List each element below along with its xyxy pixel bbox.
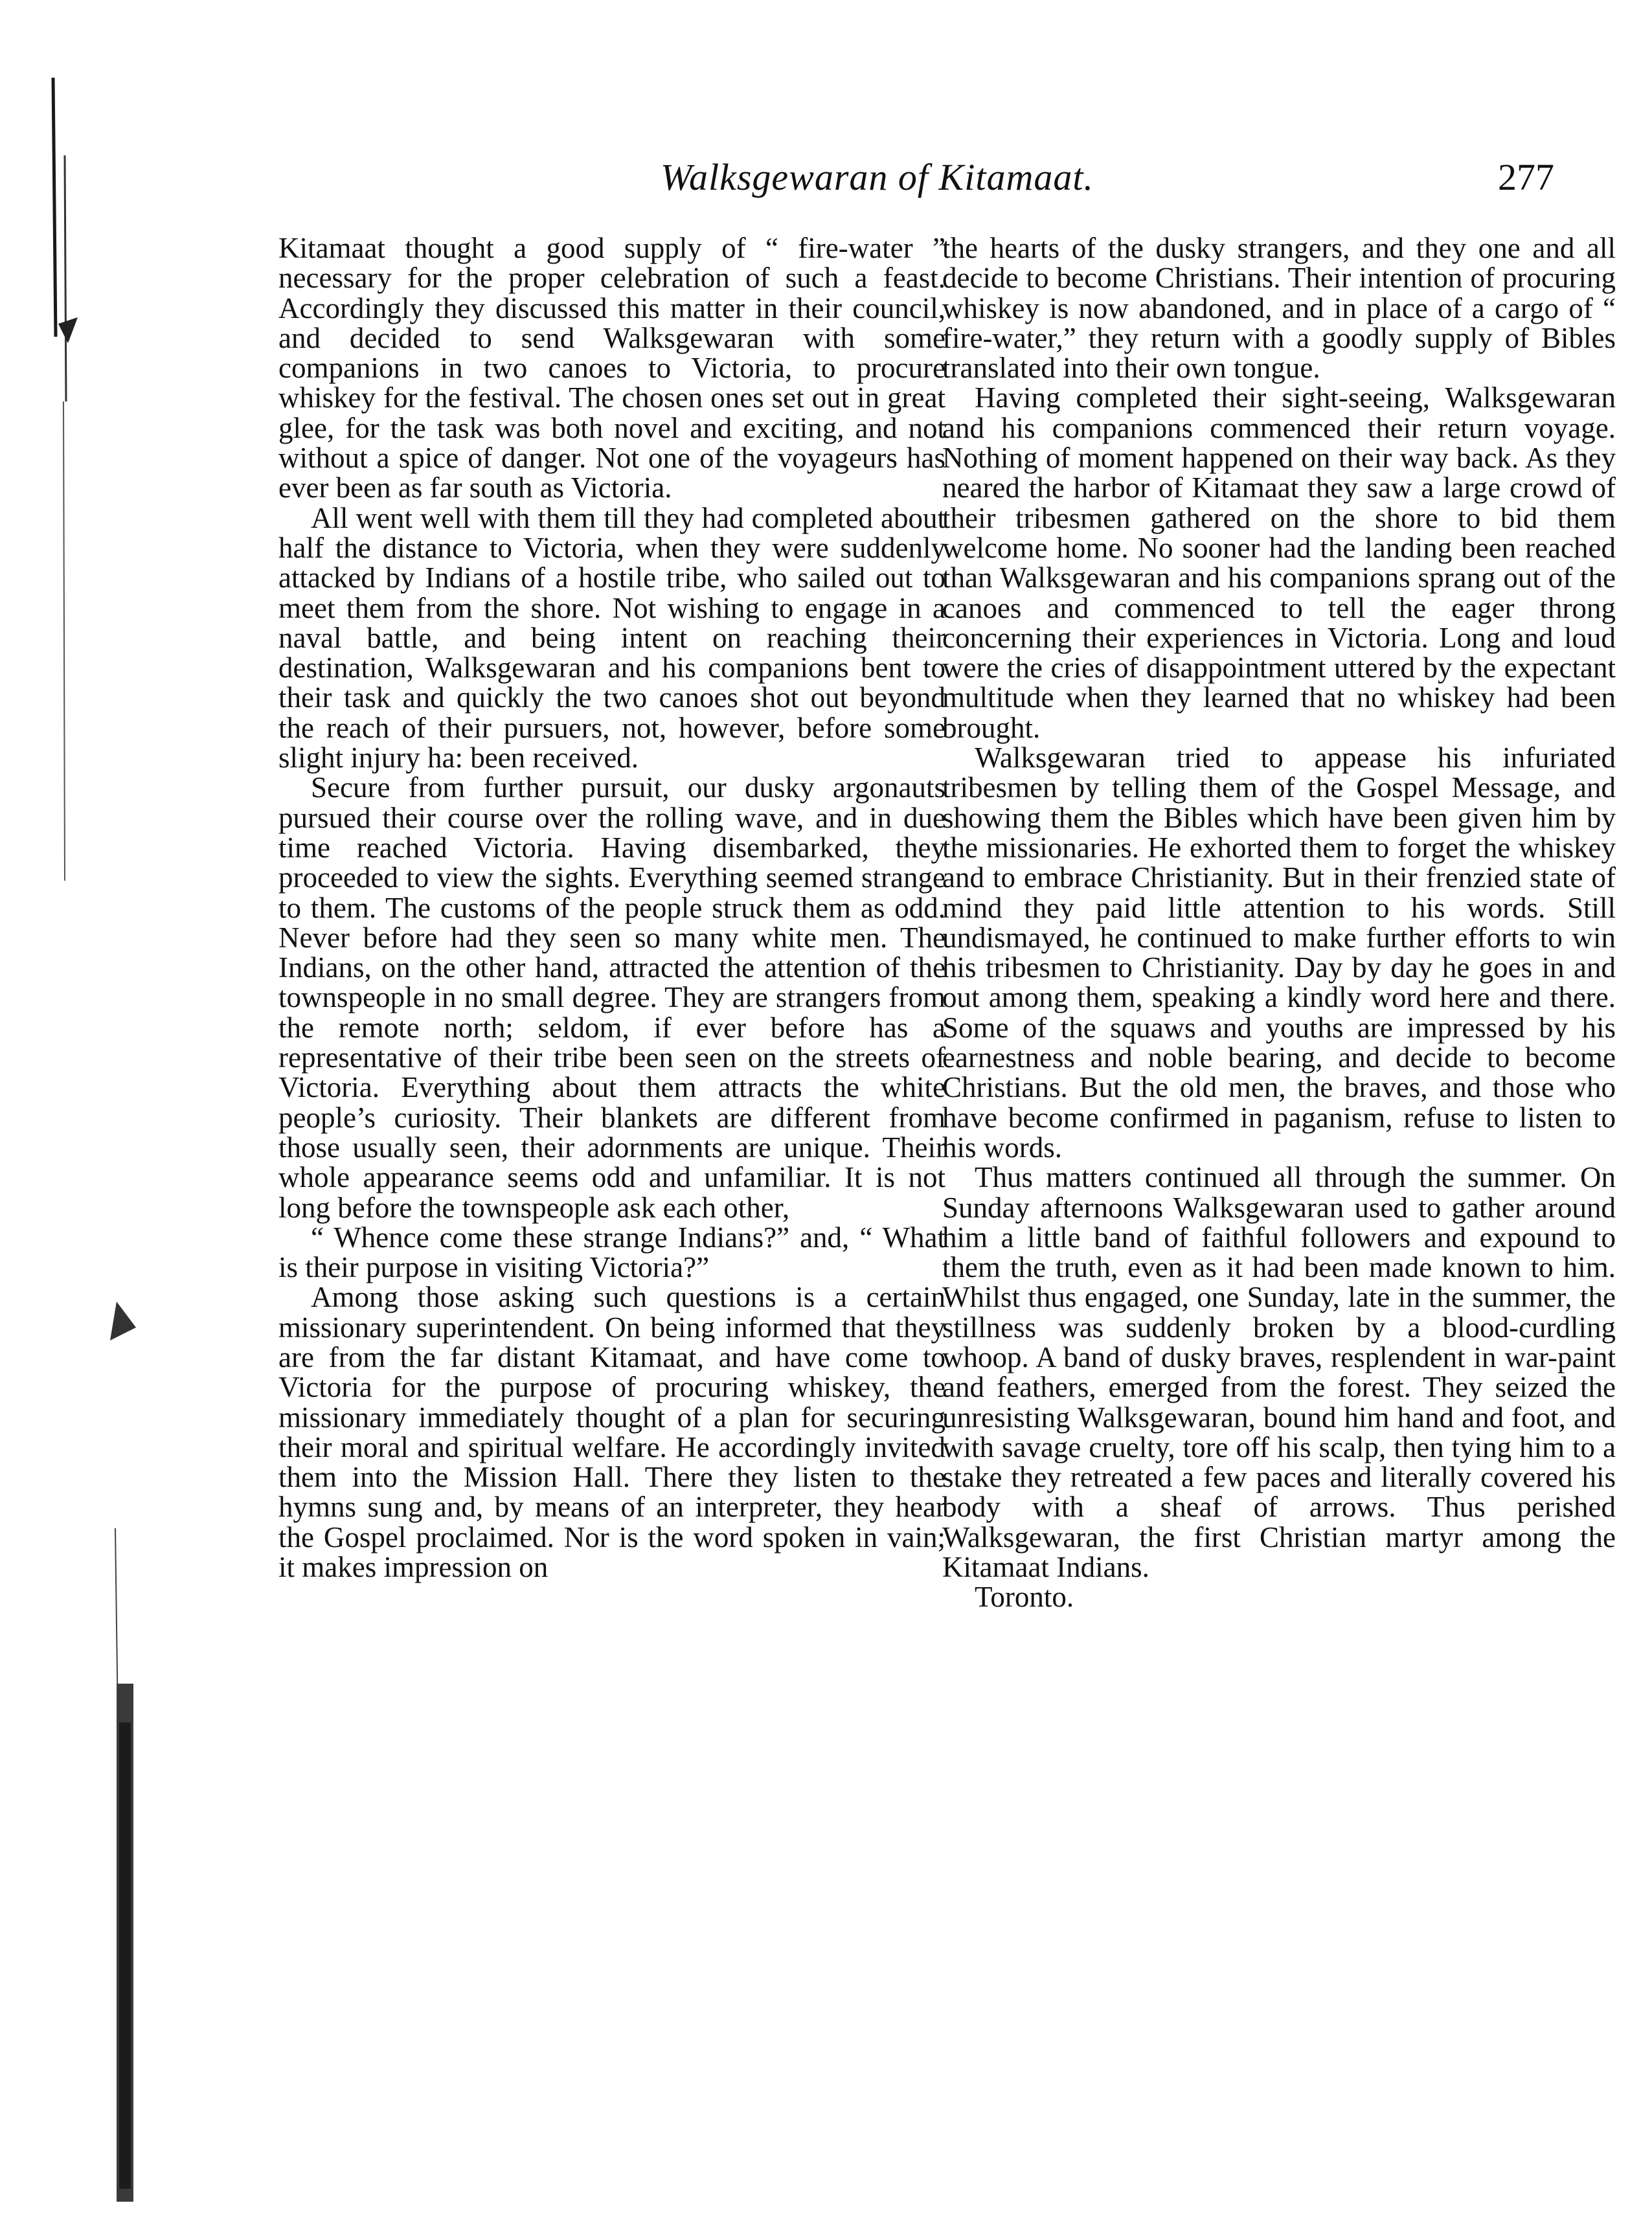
paragraph: the hearts of the dusky strangers, and they one and all decide to become Christians. Their intention of procuring whiskey is now abandoned, and in place of a cargo of “ fire-water,” they return with a goodly supply of Bibles translated into their own tongue. [942,232,1616,385]
paragraph: Secure from further pursuit, our dusky argonauts pursued their course over the rolling wave, and in due time reached Victoria. Having disembarked, they proceeded to view the sights. Everything seemed strange to them. The customs of the people struck them as odd. Never before had they seen so many white men. The Indians, on the other hand, attracted the attention of the townspeople in no small degree. They are strangers from the remote north; seldom, if ever before has a representative of their tribe been seen on the streets of Victoria. Everything about them attracts the white people’s curiosity. Their blankets are different from those usually seen, their adornments are unique. Their whole appearance seems odd and unfamiliar. It is not long before the townspeople ask each other, [278,771,945,1224]
scan-binding-edge [39,39,142,2214]
running-title: Walksgewaran of Kitamaat. [661,156,1094,198]
paragraph: Having completed their sight-seeing, Walksgewaran and his companions commenced their return voyage. Nothing of moment happened on their way back. As they neared the harbor of Kitamaat they saw a large crowd of their tribesmen gathered on the shore to bid them welcome home. No sooner had the landing been reached than Walksgewaran and his companions sprang out of the canoes and commenced to tell the eager throng concerning their experiences in Victoria. Long and loud were the cries of disappointment uttered by the expectant multitude when they learned that no whiskey had been brought. [942,381,1616,744]
paragraph: All went well with them till they had completed about half the distance to Victoria, when they were suddenly attacked by Indians of a hostile tribe, who sailed out to meet them from the shore. Not wishing to engage in a naval battle, and being intent on reaching their destination, Walksgewaran and his companions bent to their task and quickly the two canoes shot out beyond the reach of their pursuers, not, however, before some slight injury ha: been received. [278,501,945,774]
signature: Toronto. [975,1581,1074,1614]
running-head [648,155,1554,207]
paragraph: Among those asking such questions is a certain missionary superintendent. On being informed that they are from the far distant Kitamaat, and have come to Victoria for the purpose of procuring whiskey, the missionary immediately thought of a plan for securing their moral and spiritual welfare. He accordingly invited them into the Mission Hall. There they listen to the hymns sung and, by means of an interpreter, they hear the Gospel proclaimed. Nor is the word spoken in vain; it makes impression on [278,1281,945,1584]
left-column [278,233,945,1582]
paragraph: Walksgewaran tried to appease his infuriated tribesmen by telling them of the Gospel Message, and showing them the Bibles which have been given him by the missionaries. He exhorted them to forget the whiskey and to embrace Christianity. But in their frenzied state of mind they paid little attention to his words. Still undismayed, he continued to make further efforts to win his tribesmen to Christianity. Day by day he goes in and out among them, speaking a kindly word here and there. Some of the squaws and youths are impressed by his earnestness and noble bearing, and decide to become Christians. But the old men, the braves, and those who have become confirmed in paganism, refuse to listen to his words. [942,741,1616,1164]
paragraph: “ Whence come these strange Indians?” and, “ What is their purpose in visiting Victoria?” [278,1221,945,1284]
page-number: 277 [1498,156,1554,198]
paragraph: Kitamaat thought a good supply of “ fire-water ” necessary for the proper celebration of such a feast. Accordingly they discussed this matter in their council, and decided to send Walksgewaran with some companions in two canoes to Victoria, to procure whiskey for the festival. The chosen ones set out in great glee, for the task was both novel and exciting, and not without a spice of danger. Not one of the voyageurs has ever been as far south as Victoria. [278,232,945,504]
right-column [942,233,1616,1612]
paragraph: Thus matters continued all through the summer. On Sunday afternoons Walksgewaran used to gather around him a little band of faithful followers and expound to them the truth, even as it had been made known to him. Whilst thus engaged, one Sunday, late in the summer, the stillness was suddenly broken by a blood-curdling whoop. A band of dusky braves, resplendent in war-paint and feathers, emerged from the forest. They seized the unresisting Walksgewaran, bound him hand and foot, and with savage cruelty, tore off his scalp, then tying him to a stake they retreated a few paces and literally covered his body with a sheaf of arrows. Thus perished Walksgewaran, the first Christian martyr among the Kitamaat Indians. [942,1161,1616,1584]
